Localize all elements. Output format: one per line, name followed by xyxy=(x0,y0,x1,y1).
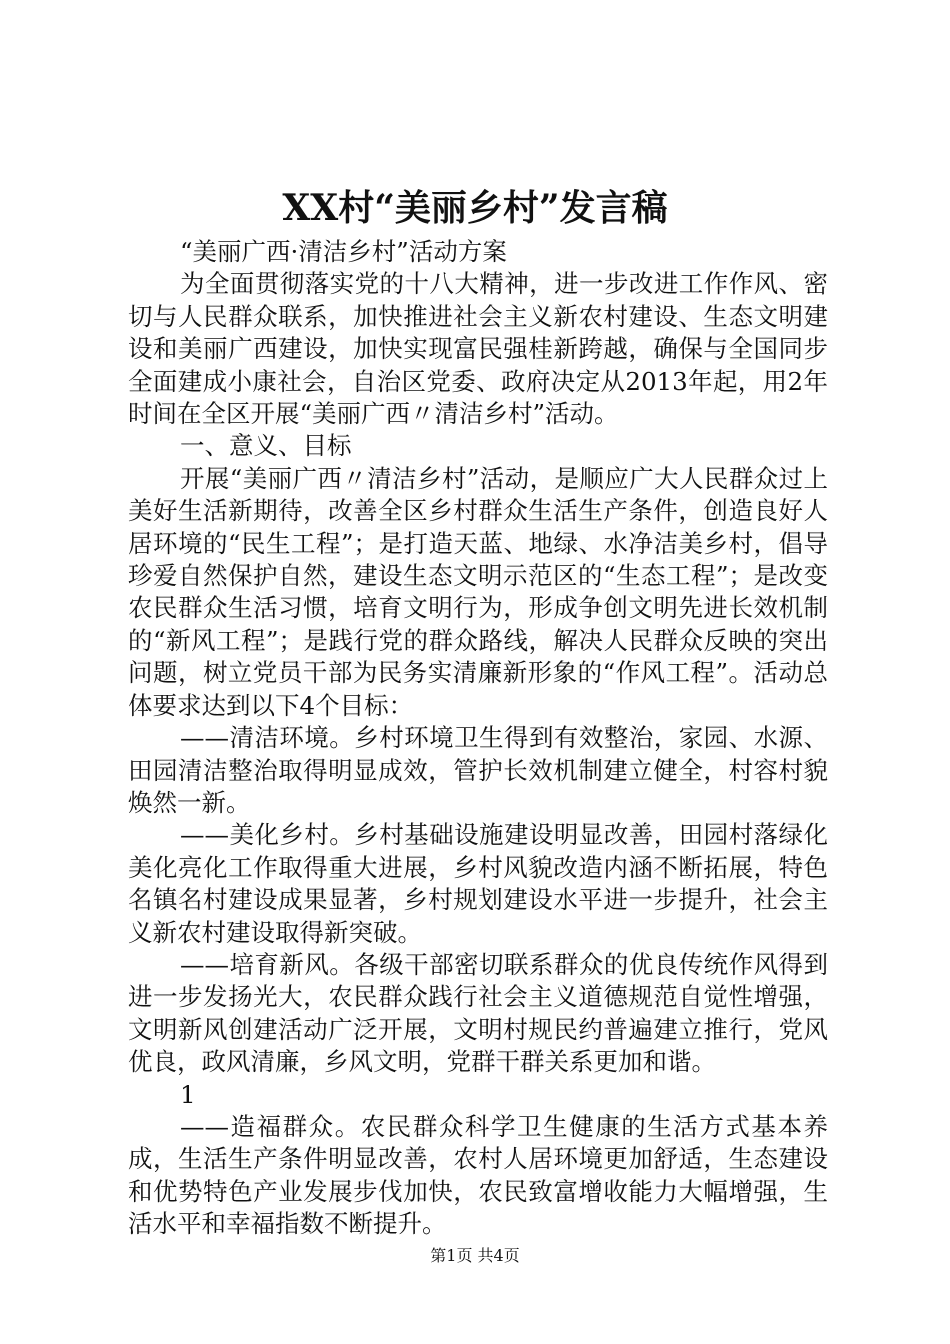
section-heading: 一、意义、目标 xyxy=(180,431,352,461)
goal-beautify-village: ——美化乡村。乡村基础设施建设明显改善，田园村落绿化美化亮化工作取得重大进展，乡村风貌改造内涵不断拓展，特色名镇名村建设成果显著，乡村规划建设水平进一步提升，社会主义新农村建设取得新突破。 xyxy=(128,820,828,947)
plan-heading: “美丽广西·清洁乡村”活动方案 xyxy=(180,237,507,266)
significance-paragraph: 开展“美丽广西〃清洁乡村”活动，是顺应广大人民群众过上美好生活新期待，改善全区乡村群众生活生产条件，创造良好人居环境的“民生工程”；是打造天蓝、地绿、水净洁美乡村，倡导珍爱自然保护自然，建设生态文明示范区的“生态工程”；是改变农民群众生活习惯，培育文明行为，形成争创文明先进长效机制的“新风工程”；是践行党的群众路线，解决人民群众反映的突出问题，树立党员干部为民务实清廉新形象的“作风工程”。活动总体要求达到以下4个目标： xyxy=(128,463,828,720)
page-footer: 第1页 共4页 xyxy=(430,1246,520,1265)
goal-benefit-people: ——造福群众。农民群众科学卫生健康的生活方式基本养成，生活生产条件明显改善，农村人居环境更加舒适，生态建设和优势特色产业发展步伐加快，农民致富增收能力大幅增强，生活水平和幸福指数不断提升。 xyxy=(128,1111,828,1239)
goal-clean-environment: ——清洁环境。乡村环境卫生得到有效整治，家园、水源、田园清洁整治取得明显成效，管护长效机制建立健全，村容村貌焕然一新。 xyxy=(128,723,828,817)
intro-paragraph: 为全面贯彻落实党的十八大精神，进一步改进工作作风、密切与人民群众联系，加快推进社会主义新农村建设、生态文明建设和美丽广西建设，加快实现富民强桂新跨越，确保与全国同步全面建成小康社会，自治区党委、政府决定从2013年起，用2年时间在全区开展“美丽广西〃清洁乡村”活动。 xyxy=(128,269,828,429)
document-body xyxy=(128,236,828,1241)
goal-new-customs: ——培育新风。各级干部密切联系群众的优良传统作风得到进一步发扬光大，农民群众践行社会主义道德规范自觉性增强，文明新风创建活动广泛开展，文明村规民约普遍建立推行，党风优良，政风清廉，乡风文明，党群干群关系更加和谐。 xyxy=(128,949,828,1077)
inline-page-number: 1 xyxy=(180,1079,196,1109)
document-title: XX村“美丽乡村”发言稿 xyxy=(282,187,668,229)
